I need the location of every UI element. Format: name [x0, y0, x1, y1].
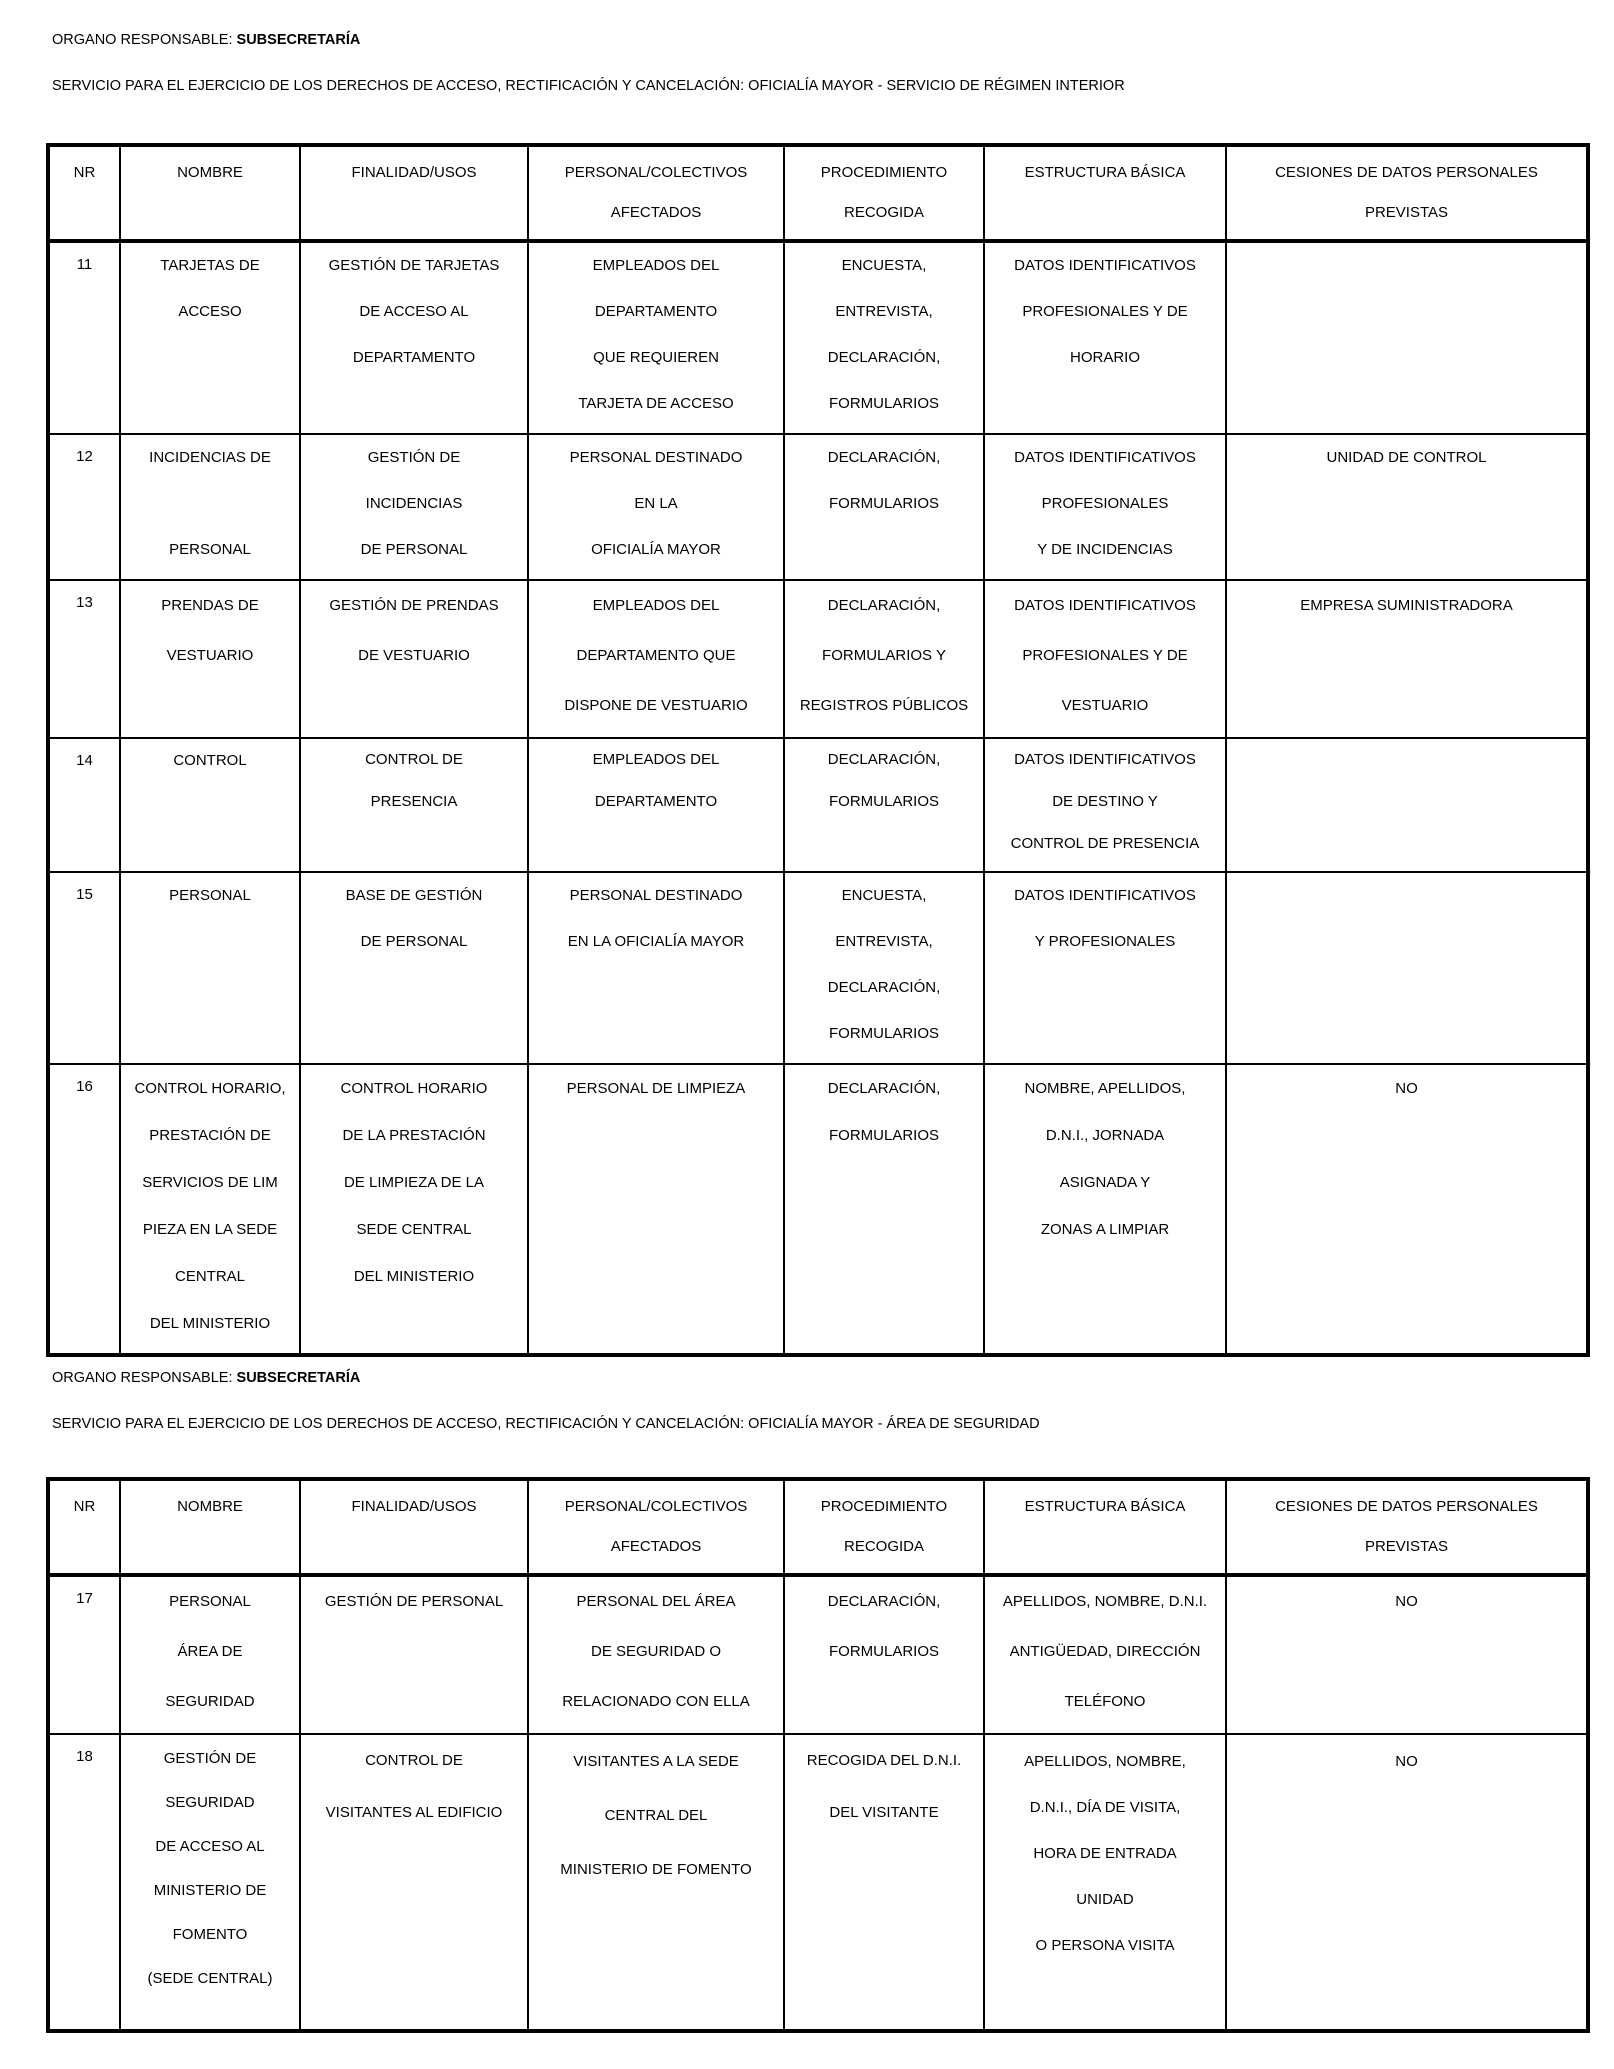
cell-procedimiento: ENCUESTA, ENTREVISTA, DECLARACIÓN, FORMULARIOS: [784, 241, 984, 434]
table-row: [48, 241, 1588, 434]
cell-procedimiento: RECOGIDA DEL D.N.I. DEL VISITANTE: [784, 1734, 984, 2031]
cell-finalidad: GESTIÓN DE TARJETAS DE ACCESO AL DEPARTAMENTO: [300, 241, 528, 434]
cell-procedimiento: DECLARACIÓN, FORMULARIOS: [784, 1575, 984, 1734]
register-table-1: [46, 143, 1590, 1357]
cell-nombre: PRENDAS DE VESTUARIO: [120, 580, 300, 738]
organo-label: ORGANO RESPONSABLE:: [52, 1370, 233, 1386]
cell-cesiones: NO: [1226, 1064, 1588, 1355]
cell-nr: 11: [48, 241, 120, 434]
cell-personal: EMPLEADOS DEL DEPARTAMENTO QUE DISPONE DE VESTUARIO: [528, 580, 784, 738]
header-nr: NR: [48, 1479, 120, 1575]
cell-nombre: GESTIÓN DE SEGURIDAD DE ACCESO AL MINISTERIO DE FOMENTO (SEDE CENTRAL): [120, 1734, 300, 2031]
cell-nombre: TARJETAS DE ACCESO: [120, 241, 300, 434]
organo-responsable-line: [52, 1368, 1586, 1388]
servicio-line: SERVICIO PARA EL EJERCICIO DE LOS DERECHOS DE ACCESO, RECTIFICACIÓN Y CANCELACIÓN: OFICIALÍA MAYOR - SERVICIO DE RÉGIMEN INTERIOR: [52, 78, 1125, 94]
cell-procedimiento: DECLARACIÓN, FORMULARIOS: [784, 1064, 984, 1355]
cell-nr: 18: [48, 1734, 120, 2031]
header-estructura: ESTRUCTURA BÁSICA: [984, 145, 1226, 241]
header-procedimiento: PROCEDIMIENTO RECOGIDA: [784, 145, 984, 241]
cell-personal: PERSONAL DESTINADO EN LA OFICIALÍA MAYOR: [528, 434, 784, 580]
cell-nombre: CONTROL: [120, 738, 300, 872]
cell-nombre: PERSONAL: [120, 872, 300, 1064]
cell-procedimiento: DECLARACIÓN, FORMULARIOS Y REGISTROS PÚBLICOS: [784, 580, 984, 738]
servicio-line: SERVICIO PARA EL EJERCICIO DE LOS DERECHOS DE ACCESO, RECTIFICACIÓN Y CANCELACIÓN: OFICIALÍA MAYOR - ÁREA DE SEGURIDAD: [52, 1416, 1040, 1432]
cell-estructura: DATOS IDENTIFICATIVOS Y PROFESIONALES: [984, 872, 1226, 1064]
organo-responsable-line: [52, 30, 1586, 50]
cell-cesiones: [1226, 738, 1588, 872]
table-header-row: [48, 145, 1588, 241]
cell-finalidad: BASE DE GESTIÓN DE PERSONAL: [300, 872, 528, 1064]
cell-cesiones: EMPRESA SUMINISTRADORA: [1226, 580, 1588, 738]
cell-cesiones: [1226, 241, 1588, 434]
header-personal: PERSONAL/COLECTIVOS AFECTADOS: [528, 145, 784, 241]
cell-nombre: PERSONAL ÁREA DE SEGURIDAD: [120, 1575, 300, 1734]
table-header-row: [48, 1479, 1588, 1575]
cell-finalidad: GESTIÓN DE INCIDENCIAS DE PERSONAL: [300, 434, 528, 580]
cell-personal: VISITANTES A LA SEDE CENTRAL DEL MINISTERIO DE FOMENTO: [528, 1734, 784, 2031]
header-nr: NR: [48, 145, 120, 241]
cell-cesiones: [1226, 872, 1588, 1064]
cell-nr: 14: [48, 738, 120, 872]
header-nombre: NOMBRE: [120, 145, 300, 241]
header-procedimiento: PROCEDIMIENTO RECOGIDA: [784, 1479, 984, 1575]
organo-label: ORGANO RESPONSABLE:: [52, 32, 233, 48]
table-row: [48, 434, 1588, 580]
organo-value: SUBSECRETARÍA: [236, 1370, 361, 1386]
header-finalidad: FINALIDAD/USOS: [300, 1479, 528, 1575]
cell-nr: 17: [48, 1575, 120, 1734]
header-nombre: NOMBRE: [120, 1479, 300, 1575]
cell-procedimiento: DECLARACIÓN, FORMULARIOS: [784, 738, 984, 872]
cell-personal: PERSONAL DESTINADO EN LA OFICIALÍA MAYOR: [528, 872, 784, 1064]
cell-nombre: CONTROL HORARIO, PRESTACIÓN DE SERVICIOS DE LIM PIEZA EN LA SEDE CENTRAL DEL MINISTERIO: [120, 1064, 300, 1355]
cell-cesiones: UNIDAD DE CONTROL: [1226, 434, 1588, 580]
cell-nombre: INCIDENCIAS DE PERSONAL: [120, 434, 300, 580]
cell-procedimiento: ENCUESTA, ENTREVISTA, DECLARACIÓN, FORMULARIOS: [784, 872, 984, 1064]
cell-cesiones: NO: [1226, 1575, 1588, 1734]
cell-finalidad: GESTIÓN DE PRENDAS DE VESTUARIO: [300, 580, 528, 738]
cell-personal: PERSONAL DE LIMPIEZA: [528, 1064, 784, 1355]
table-row: [48, 1734, 1588, 2031]
cell-estructura: APELLIDOS, NOMBRE, D.N.I. ANTIGÜEDAD, DIRECCIÓN TELÉFONO: [984, 1575, 1226, 1734]
header-finalidad: FINALIDAD/USOS: [300, 145, 528, 241]
register-section-2: [46, 1368, 1586, 1987]
header-cesiones: CESIONES DE DATOS PERSONALES PREVISTAS: [1226, 145, 1588, 241]
cell-nr: 12: [48, 434, 120, 580]
header-personal: PERSONAL/COLECTIVOS AFECTADOS: [528, 1479, 784, 1575]
cell-personal: EMPLEADOS DEL DEPARTAMENTO QUE REQUIEREN TARJETA DE ACCESO: [528, 241, 784, 434]
cell-procedimiento: DECLARACIÓN, FORMULARIOS: [784, 434, 984, 580]
table-row: [48, 580, 1588, 738]
table-row: [48, 1575, 1588, 1734]
organo-value: SUBSECRETARÍA: [236, 32, 361, 48]
cell-finalidad: CONTROL DE PRESENCIA: [300, 738, 528, 872]
cell-personal: EMPLEADOS DEL DEPARTAMENTO: [528, 738, 784, 872]
cell-estructura: DATOS IDENTIFICATIVOS DE DESTINO Y CONTROL DE PRESENCIA: [984, 738, 1226, 872]
cell-estructura: DATOS IDENTIFICATIVOS PROFESIONALES Y DE HORARIO: [984, 241, 1226, 434]
cell-personal: PERSONAL DEL ÁREA DE SEGURIDAD O RELACIONADO CON ELLA: [528, 1575, 784, 1734]
table-row: [48, 1064, 1588, 1355]
cell-nr: 13: [48, 580, 120, 738]
cell-nr: 16: [48, 1064, 120, 1355]
table-row: [48, 738, 1588, 872]
table-row: [48, 872, 1588, 1064]
cell-estructura: DATOS IDENTIFICATIVOS PROFESIONALES Y DE VESTUARIO: [984, 580, 1226, 738]
register-table-2: [46, 1477, 1590, 2033]
cell-estructura: APELLIDOS, NOMBRE, D.N.I., DÍA DE VISITA, HORA DE ENTRADA UNIDAD O PERSONA VISITA: [984, 1734, 1226, 2031]
cell-estructura: NOMBRE, APELLIDOS, D.N.I., JORNADA ASIGNADA Y ZONAS A LIMPIAR: [984, 1064, 1226, 1355]
cell-cesiones: NO: [1226, 1734, 1588, 2031]
cell-estructura: DATOS IDENTIFICATIVOS PROFESIONALES Y DE INCIDENCIAS: [984, 434, 1226, 580]
cell-nr: 15: [48, 872, 120, 1064]
register-section-1: [46, 30, 1586, 1332]
header-cesiones: CESIONES DE DATOS PERSONALES PREVISTAS: [1226, 1479, 1588, 1575]
cell-finalidad: CONTROL DE VISITANTES AL EDIFICIO: [300, 1734, 528, 2031]
cell-finalidad: GESTIÓN DE PERSONAL: [300, 1575, 528, 1734]
header-estructura: ESTRUCTURA BÁSICA: [984, 1479, 1226, 1575]
cell-finalidad: CONTROL HORARIO DE LA PRESTACIÓN DE LIMPIEZA DE LA SEDE CENTRAL DEL MINISTERIO: [300, 1064, 528, 1355]
